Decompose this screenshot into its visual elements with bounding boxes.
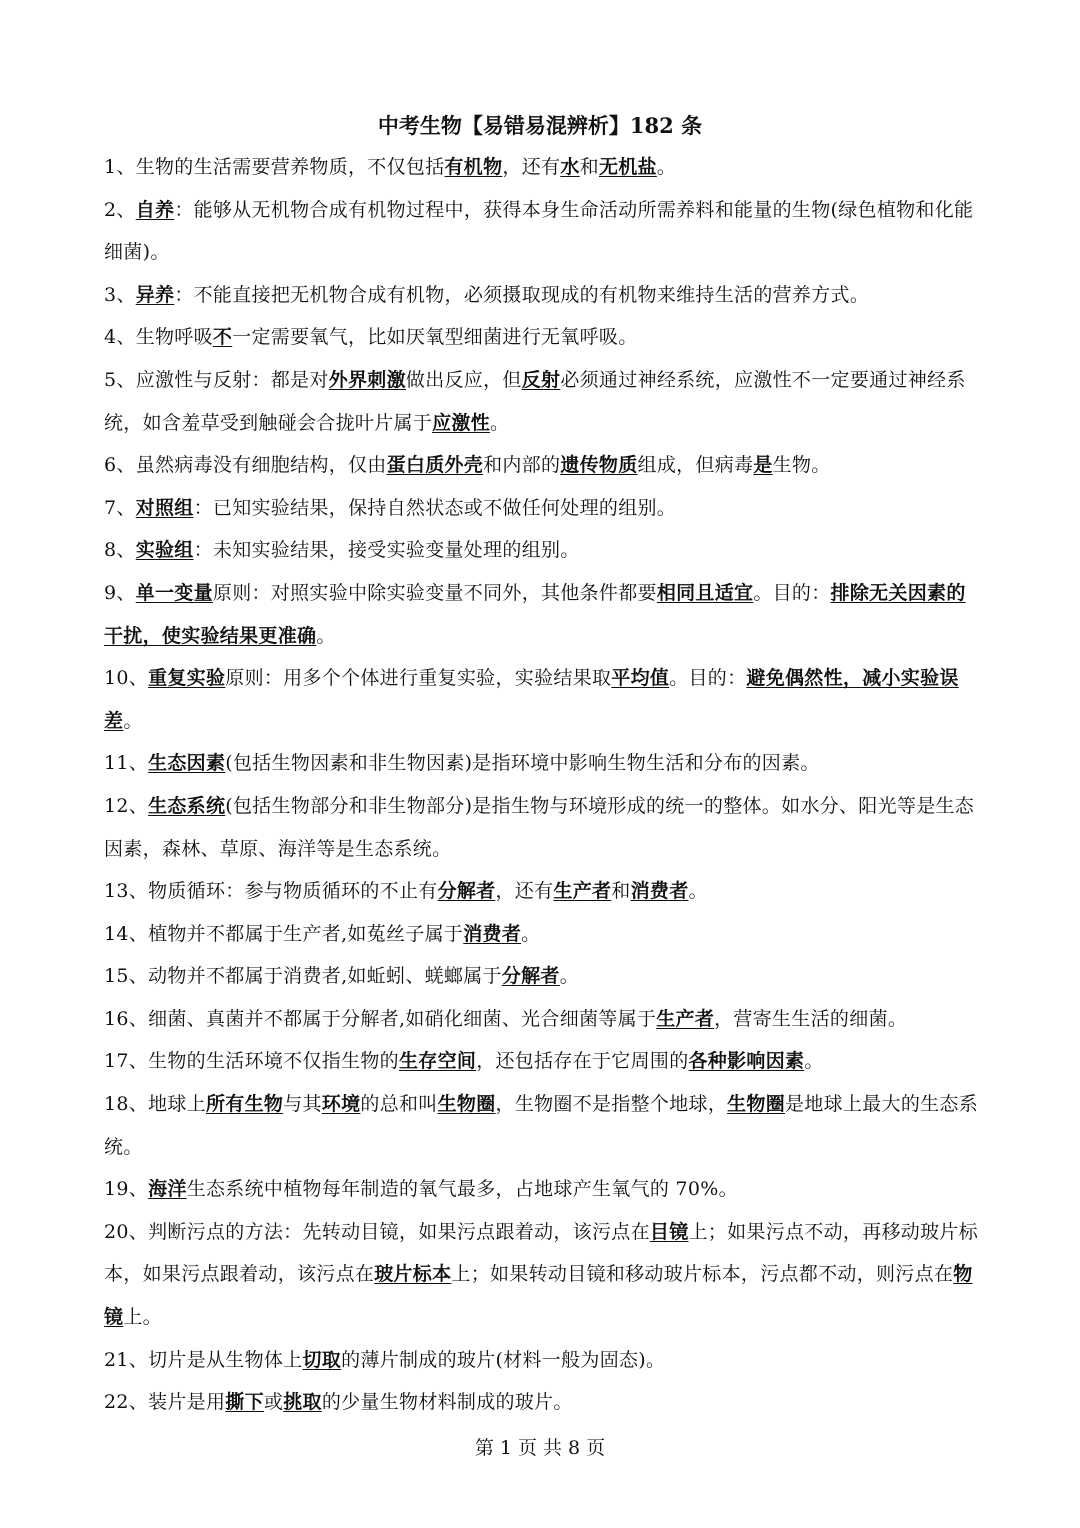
list-item: [104, 444, 984, 487]
key-term: 水: [560, 156, 580, 178]
item-text: 。: [688, 880, 708, 903]
key-term: 外界刺激: [328, 368, 406, 391]
page-footer: 第 1 页 共 8 页: [474, 1437, 606, 1459]
item-text: 15、动物并不都属于消费者,如蚯蚓、蜣螂属于: [104, 965, 502, 988]
key-term: 单一变量: [135, 581, 213, 604]
list-item: [104, 529, 984, 572]
item-text: 是地球上最大的生态系统。: [104, 1093, 979, 1158]
item-text: ，还有: [502, 156, 561, 178]
item-text: 9、: [104, 581, 136, 604]
list-item: [104, 1040, 984, 1083]
item-text: 的总和叫: [360, 1093, 438, 1116]
key-term: 排除无关因素的干扰，使实验结果更准确: [104, 581, 966, 647]
list-item: [104, 1211, 984, 1339]
item-text: 的薄片制成的玻片(材料一般为固态)。: [341, 1348, 666, 1371]
item-text: 18、地球上: [104, 1093, 206, 1116]
list-item: [104, 742, 984, 785]
item-text: 与其: [283, 1093, 322, 1116]
item-text: 和: [579, 156, 599, 178]
item-text: 的少量生物材料制成的玻片。: [321, 1391, 573, 1414]
key-term: 遗传物质: [560, 454, 638, 477]
key-term: 海洋: [148, 1178, 187, 1201]
item-text: 16、细菌、真菌并不都属于分解者,如硝化细菌、光合细菌等属于: [104, 1007, 657, 1030]
item-text: (包括生物因素和非生物因素)是指环境中影响生物生活和分布的因素。: [225, 752, 820, 775]
item-text: 12、: [104, 794, 149, 817]
item-text: 7、: [104, 496, 136, 519]
key-term: 有机物: [444, 156, 503, 178]
list-item: [104, 1339, 984, 1382]
item-text: ，营寄生生活的细菌。: [714, 1007, 908, 1030]
key-term: 分解者: [501, 965, 560, 988]
item-text: 和: [611, 880, 631, 903]
key-term: 避免偶然性，减小实验误差: [104, 667, 959, 732]
item-text: (包括生物部分和非生物部分)是指生物与环境形成的统一的整体。如水分、阳光等是生态因素，森林、草原、海洋等是生态系统。: [104, 794, 975, 860]
key-term: 平均值: [611, 667, 670, 690]
item-text: ：不能直接把无机物合成有机物，必须摄取现成的有机物来维持生活的营养方式。: [174, 283, 870, 306]
list-item: [104, 359, 984, 444]
item-text: 生态系统中植物每年制造的氧气最多，占地球产生氧气的 70%。: [186, 1178, 738, 1201]
key-term: 挑取: [283, 1391, 322, 1414]
item-text: 。目的：: [669, 667, 747, 690]
key-term: 各种影响因素: [688, 1050, 805, 1073]
key-term: 消费者: [463, 922, 522, 945]
item-text: 上；如果污点不动，再移动玻片标本，如果污点跟着动，该污点在: [104, 1220, 979, 1286]
item-text: 。: [559, 965, 580, 988]
list-item: [104, 998, 984, 1041]
list-item: [104, 1083, 984, 1168]
list-item: [104, 146, 984, 189]
key-term: 实验组: [135, 539, 194, 562]
item-text: 22、装片是用: [104, 1391, 226, 1414]
key-term: 反射: [521, 368, 561, 391]
key-term: 目镜: [649, 1220, 689, 1243]
item-text: ：未知实验结果，接受实验变量处理的组别。: [193, 539, 580, 562]
item-text: 20、判断污点的方法：先转动目镜，如果污点跟着动，该污点在: [104, 1220, 650, 1243]
item-text: 。目的：: [753, 581, 831, 604]
item-text: 和内部的: [483, 454, 561, 477]
item-text: ，还包括存在于它周围的: [476, 1050, 689, 1073]
item-text: 3、: [104, 283, 136, 306]
item-text: 11、: [104, 752, 149, 775]
list-item: [104, 274, 984, 317]
key-term: 切取: [302, 1348, 342, 1371]
item-text: 。: [521, 922, 541, 945]
item-text: 必须通过神经系统，应激性不一定要通过神经系统，如含羞草受到触碰会合拢叶片属于: [104, 368, 966, 434]
item-text: 21、切片是从生物体上: [104, 1348, 303, 1371]
key-term: 生态系统: [148, 794, 226, 817]
item-text: 。: [656, 156, 677, 178]
key-term: 异养: [135, 283, 175, 306]
item-text: ，还有: [495, 880, 554, 903]
item-text: 6、虽然病毒没有细胞结构，仅由: [104, 454, 387, 477]
key-term: 生存空间: [398, 1050, 477, 1073]
item-text: 19、: [104, 1178, 149, 1201]
list-item: [104, 913, 984, 956]
key-term: 生态因素: [148, 752, 226, 775]
item-list: [104, 146, 984, 1424]
item-text: 14、植物并不都属于生产者,如菟丝子属于: [104, 922, 464, 945]
item-text: 2、: [104, 198, 136, 221]
item-text: 组成，但病毒: [637, 454, 754, 477]
key-term: 是: [753, 454, 773, 477]
key-term: 分解者: [437, 880, 496, 903]
item-text: 生物。: [772, 454, 831, 477]
item-text: 或: [263, 1391, 284, 1414]
item-text: 做出反应，但: [405, 368, 522, 391]
list-item: [104, 870, 984, 913]
item-text: 17、生物的生活环境不仅指生物的: [104, 1050, 399, 1073]
list-item: [104, 1381, 984, 1424]
key-term: 撕下: [225, 1391, 264, 1414]
item-text: 。: [316, 624, 336, 647]
list-item: [104, 785, 984, 870]
key-term: 环境: [321, 1093, 361, 1116]
key-term: 消费者: [630, 880, 689, 903]
item-text: 10、: [104, 667, 149, 690]
key-term: 生物圈: [727, 1093, 786, 1116]
key-term: 自养: [135, 198, 175, 221]
key-term: 不: [212, 326, 233, 349]
key-term: 所有生物: [205, 1093, 284, 1116]
key-term: 对照组: [135, 496, 194, 519]
key-term: 物镜: [104, 1263, 973, 1329]
item-text: 原则：对照实验中除实验变量不同外，其他条件都要: [212, 581, 657, 604]
item-text: 一定需要氧气，比如厌氧型细菌进行无氧呼吸。: [232, 326, 638, 349]
list-item: [104, 1168, 984, 1211]
list-item: [104, 189, 984, 274]
item-text: 4、生物呼吸: [104, 326, 213, 349]
key-term: 生产者: [656, 1007, 715, 1030]
key-term: 应激性: [432, 411, 491, 434]
item-text: ，生物圈不是指整个地球，: [495, 1093, 728, 1116]
item-text: ：能够从无机物合成有机物过程中，获得本身生命活动所需养料和能量的生物(绿色植物和化能细菌)。: [104, 198, 974, 264]
item-text: 。: [804, 1050, 824, 1073]
key-term: 重复实验: [148, 667, 226, 690]
item-text: 上；如果转动目镜和移动玻片标本，污点都不动，则污点在: [451, 1263, 954, 1286]
key-term: 相同且适宜: [656, 581, 754, 604]
page-title: 中考生物【易错易混辨析】182 条: [377, 113, 703, 138]
list-item: [104, 487, 984, 530]
item-text: 。: [123, 709, 143, 732]
list-item: [104, 316, 984, 359]
item-text: 。: [490, 411, 510, 434]
key-term: 生产者: [553, 880, 612, 903]
list-item: [104, 657, 984, 742]
item-text: 5、应激性与反射：都是对: [104, 368, 329, 391]
key-term: 无机盐: [598, 156, 657, 178]
key-term: 玻片标本: [374, 1263, 452, 1286]
item-text: ：已知实验结果，保持自然状态或不做任何处理的组别。: [193, 496, 677, 519]
item-text: 1、生物的生活需要营养物质，不仅包括: [104, 156, 445, 178]
item-text: 上。: [123, 1306, 162, 1329]
item-text: 8、: [104, 539, 136, 562]
key-term: 蛋白质外壳: [386, 454, 484, 477]
list-item: [104, 955, 984, 998]
key-term: 生物圈: [437, 1093, 496, 1116]
item-text: 原则：用多个个体进行重复实验，实验结果取: [225, 667, 612, 690]
list-item: [104, 572, 984, 657]
item-text: 13、物质循环：参与物质循环的不止有: [104, 880, 438, 903]
